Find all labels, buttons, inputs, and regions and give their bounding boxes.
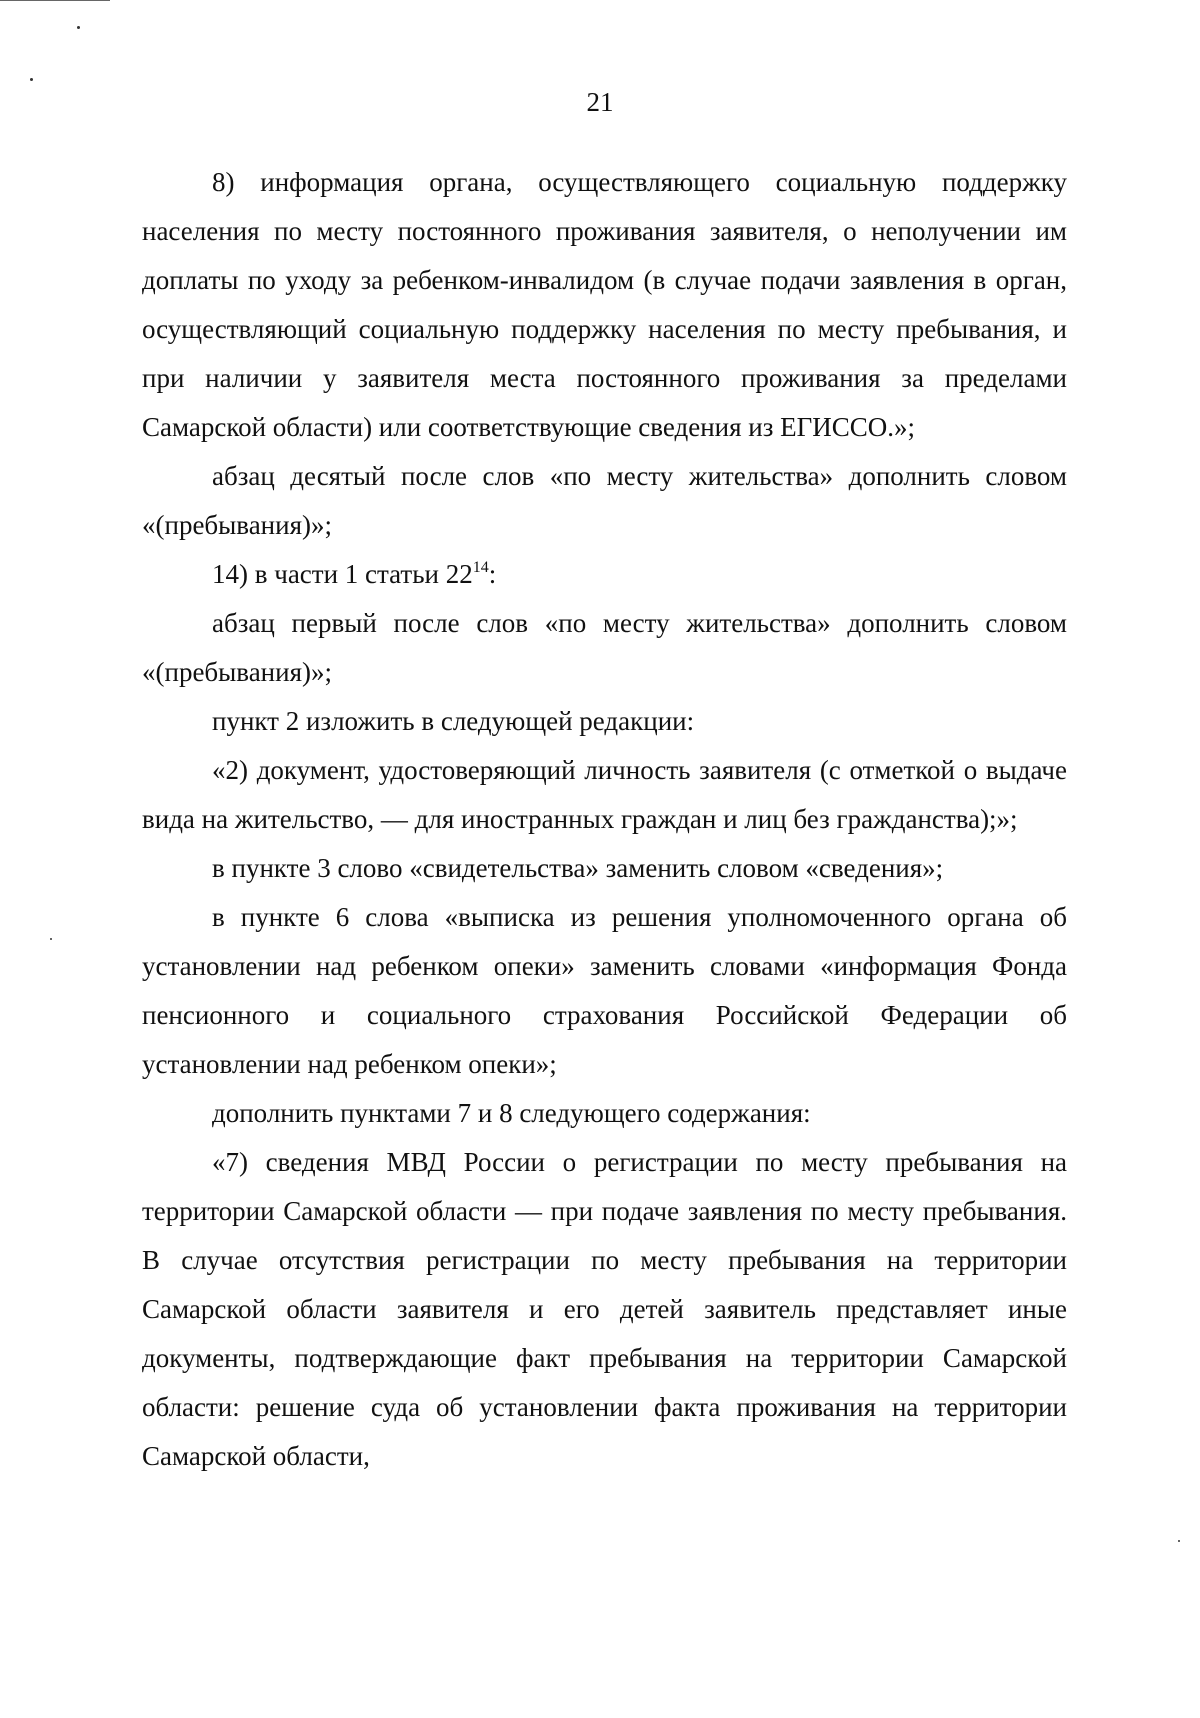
- page-number: 21: [586, 87, 614, 117]
- scan-speck: [1178, 1540, 1180, 1542]
- superscript: 14: [472, 559, 489, 576]
- paragraph-text: 14) в части 1 статьи 22: [212, 559, 473, 589]
- scan-speck: [77, 26, 80, 29]
- paragraph: пункт 2 изложить в следующей редакции:: [212, 706, 695, 736]
- paragraph-text-end: :: [488, 559, 497, 589]
- paragraph: дополнить пунктами 7 и 8 следующего содержания:: [212, 1098, 811, 1128]
- paragraph: 8) информация органа, осуществляющего социальную поддержку населения по месту постоянного проживания заявителя, о неполучении им доплаты по уходу за ребенком-инвалидом (в случае подачи заявления в орган, осуществляющий социальную поддержку населения по месту пребывания, и при наличии у заявителя места постоянного проживания за пределами Самарской области) или соответствующие сведения из ЕГИССО.»;: [142, 167, 1067, 442]
- document-body: [142, 158, 1067, 1481]
- paragraph: абзац десятый после слов «по месту жительства» дополнить словом «(пребывания)»;: [142, 461, 1067, 540]
- paragraph: в пункте 3 слово «свидетельства» заменить словом «сведения»;: [212, 853, 944, 883]
- paragraph: [142, 550, 1067, 599]
- scan-line: [0, 0, 110, 1]
- paragraph: в пункте 6 слова «выписка из решения уполномоченного органа об установлении над ребенком опеки» заменить словами «информация Фонда пенсионного и социального страхования Российской Федерации об установлении над ребенком опеки»;: [142, 902, 1067, 1079]
- paragraph: абзац первый после слов «по месту жительства» дополнить словом «(пребывания)»;: [142, 608, 1067, 687]
- scan-speck: [50, 938, 52, 940]
- scan-speck: [30, 78, 33, 81]
- paragraph: «2) документ, удостоверяющий личность заявителя (с отметкой о выдаче вида на жительство, — для иностранных граждан и лиц без гражданства);»;: [142, 755, 1067, 834]
- paragraph: «7) сведения МВД России о регистрации по месту пребывания на территории Самарской области — при подаче заявления по месту пребывания. В случае отсутствия регистрации по месту пребывания на территории Самарской области заявителя и его детей заявитель представляет иные документы, подтверждающие факт пребывания на территории Самарской области: решение суда об установлении факта проживания на территории Самарской области,: [142, 1147, 1067, 1471]
